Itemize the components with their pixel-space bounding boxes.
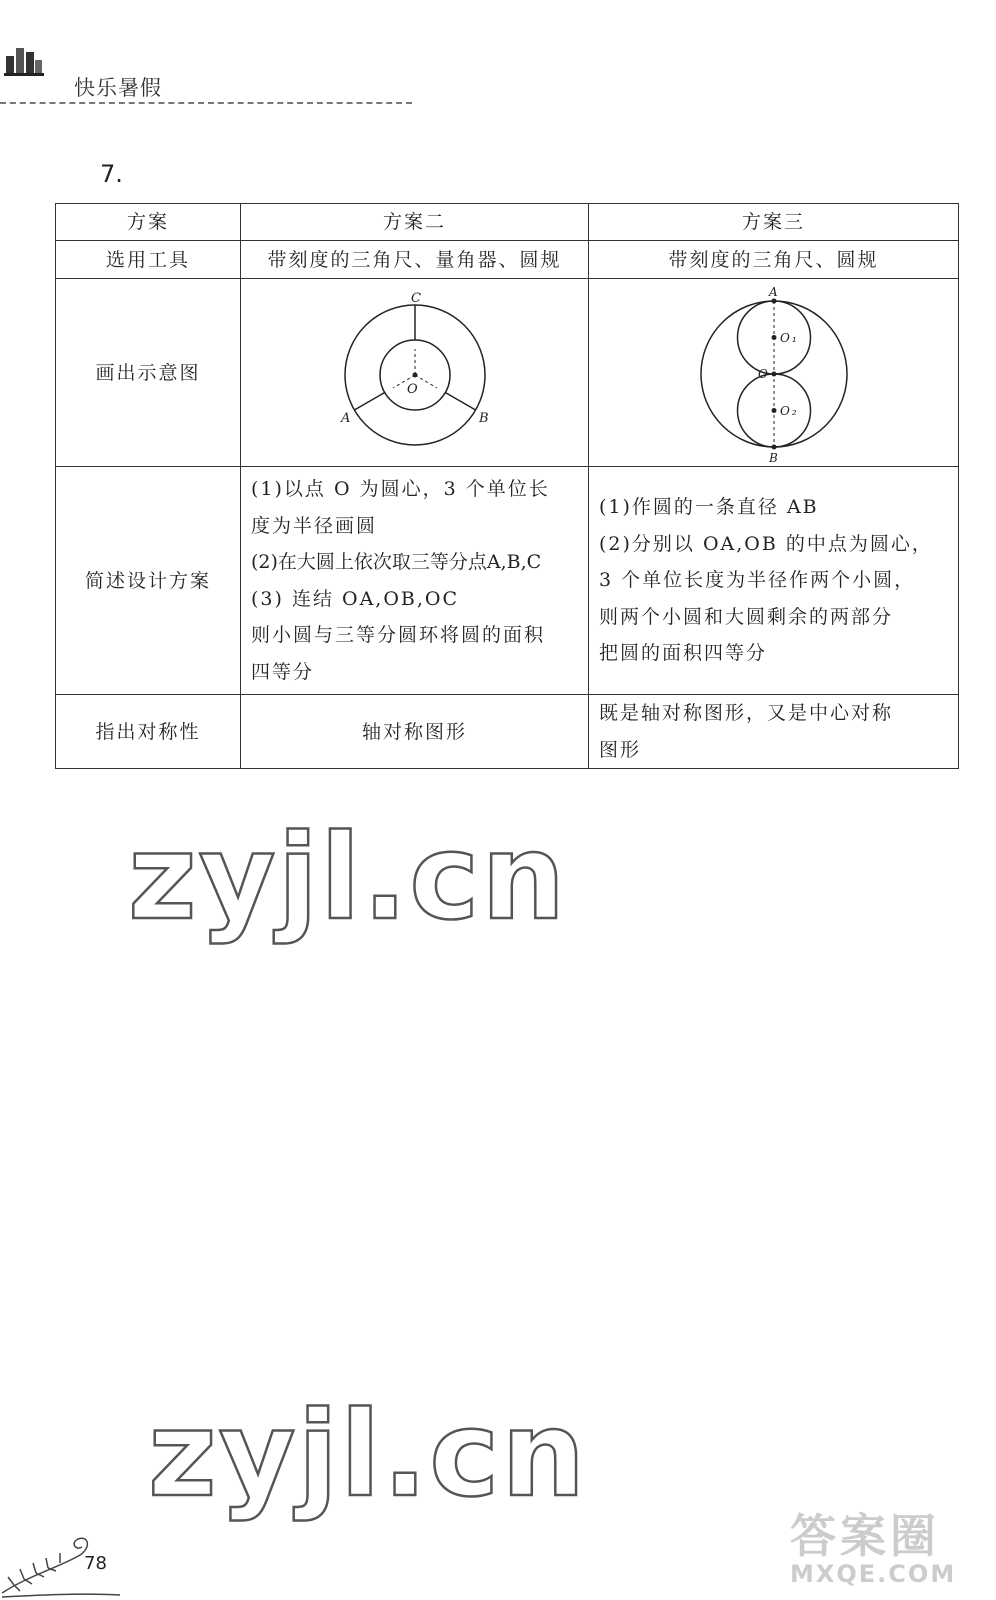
table-row-symmetry	[56, 695, 959, 769]
segment-oa	[354, 392, 384, 410]
table-header-row	[56, 204, 959, 241]
corner-watermark	[790, 1500, 956, 1588]
plan3-design-line: 则两个小圆和大圆剩余的两部分	[599, 605, 894, 628]
watermark-text: zyjl.cn	[148, 1385, 588, 1523]
row-label-diagram: 画出示意图	[56, 279, 241, 467]
plan2-design-line: 四等分	[251, 660, 315, 683]
segment-ob	[445, 392, 475, 410]
watermark-text: zyjl.cn	[128, 808, 568, 946]
table-row-design	[56, 467, 959, 695]
label-o2: O₂	[779, 403, 799, 418]
point-o	[772, 372, 776, 376]
table-row-diagram	[56, 279, 959, 467]
plan-table	[55, 203, 959, 769]
center-point-o	[413, 373, 417, 377]
label-c: C	[410, 290, 423, 306]
page-number: 78	[84, 1553, 107, 1574]
point-o1	[772, 335, 776, 339]
plan3-symmetry-line: 既是轴对称图形，又是中心对称	[599, 702, 894, 724]
row-label-tools: 选用工具	[56, 241, 241, 279]
point-a	[772, 299, 776, 303]
label-o: O	[406, 381, 420, 397]
plan3-design-line: 把圆的面积四等分	[599, 642, 768, 665]
book-logo-icon	[4, 42, 44, 78]
label-b: B	[768, 450, 780, 464]
plan2-diagram-cell	[241, 279, 589, 467]
plan3-symmetry	[589, 695, 959, 769]
column-header-plan3: 方案三	[589, 204, 959, 241]
point-o2	[772, 408, 776, 412]
vine-decoration-icon	[0, 1515, 130, 1600]
plan2-design-line: 度为半径画圆	[251, 514, 378, 537]
corner-watermark-top: 答案圈	[790, 1509, 940, 1563]
column-header-plan: 方案	[56, 204, 241, 241]
plan2-symmetry: 轴对称图形	[241, 695, 589, 769]
point-b	[772, 445, 776, 449]
plan3-design	[589, 467, 959, 695]
label-a: A	[340, 410, 352, 426]
label-o1: O₁	[779, 330, 799, 345]
row-label-design: 简述设计方案	[56, 467, 241, 695]
corner-watermark-bottom: MXQE.COM	[790, 1560, 957, 1588]
header-divider	[0, 102, 412, 104]
label-b: B	[478, 410, 491, 426]
plan3-design-line: 3 个单位长度为半径作两个小圆，	[599, 569, 916, 592]
plan3-diagram	[674, 282, 874, 464]
plan2-design-line: (2)在大圆上依次取三等分点A,B,C	[251, 551, 542, 573]
plan3-tools: 带刻度的三角尺、圆规	[589, 241, 959, 279]
plan2-tools: 带刻度的三角尺、量角器、圆规	[241, 241, 589, 279]
header-title: 快乐暑假	[74, 76, 162, 100]
plan3-symmetry-line: 图形	[599, 738, 642, 761]
plan2-design-line: (3) 连结 OA,OB,OC	[251, 587, 460, 610]
plan2-design	[241, 467, 589, 695]
page-header	[0, 36, 420, 106]
question-number: 7.	[100, 160, 123, 188]
plan3-design-line: (1)作圆的一条直径 AB	[599, 496, 819, 519]
column-header-plan2: 方案二	[241, 204, 589, 241]
label-o: O	[757, 366, 770, 381]
table-row-tools	[56, 241, 959, 279]
label-a: A	[768, 284, 780, 299]
row-label-symmetry: 指出对称性	[56, 695, 241, 769]
plan2-diagram	[305, 285, 525, 461]
plan3-diagram-cell	[589, 279, 959, 467]
plan3-design-line: (2)分别以 OA,OB 的中点为圆心，	[599, 532, 933, 555]
plan2-design-line: 则小圆与三等分圆环将圆的面积	[251, 624, 546, 646]
plan2-design-line: (1)以点 O 为圆心，3 个单位长	[251, 478, 550, 500]
